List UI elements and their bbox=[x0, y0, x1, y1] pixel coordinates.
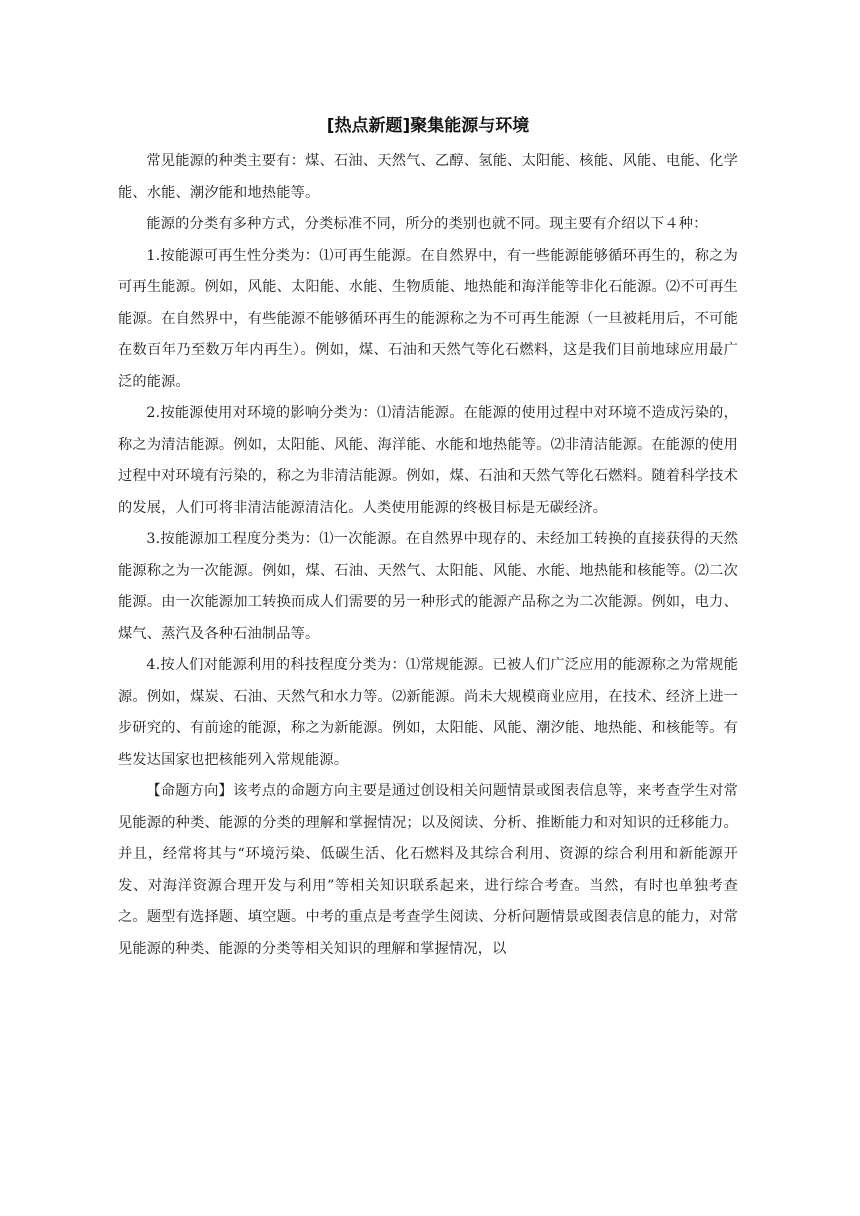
paragraph-energy-types: 常见能源的种类主要有：煤、石油、天然气、乙醇、氢能、太阳能、核能、风能、电能、化学能、水能、潮汐能和地热能等。 bbox=[118, 153, 738, 201]
paragraph-classification-intro: 能源的分类有多种方式，分类标准不同，所分的类别也就不同。现主要有介绍以下４种： bbox=[146, 216, 708, 232]
paragraph-exam-direction: 【命题方向】该考点的命题方向主要是通过创设相关问题情景或图表信息等，来考查学生对常见能源的种类、能源的分类的理解和掌握情况；以及阅读、分析、推断能力和对知识的迁移能力。并且，经常将其与“环境污染、低碳生活、化石燃料及其综合利用、资源的综合利用和新能源开发、对海洋资源合理开发与利用”等相关知识联系起来，进行综合考查。当然，有时也单独考查之。题型有选择题、填空题。中考的重点是考查学生阅读、分析问题情景或图表信息的能力，对常见能源的种类、能源的分类等相关知识的理解和掌握情况，以 bbox=[118, 783, 738, 957]
document-page bbox=[118, 112, 738, 965]
document-title: [热点新题]聚集能源与环境 bbox=[326, 116, 530, 136]
paragraph-renewability: 1.按能源可再生性分类为：⑴可再生能源。在自然界中，有一些能源能够循环再生的，称之为可再生能源。例如，风能、太阳能、水能、生物质能、地热能和海洋能等非化石能源。⑵不可再生能源。在自然界中，有些能源不能够循环再生的能源称之为不可再生能源（一旦被耗用后，不可能在数百年乃至数万年内再生）。例如，煤、石油和天然气等化石燃料，这是我们目前地球应用最广泛的能源。 bbox=[118, 247, 738, 390]
paragraph-technology-level: 4.按人们对能源利用的科技程度分类为：⑴常规能源。已被人们广泛应用的能源称之为常规能源。例如，煤炭、石油、天然气和水力等。⑵新能源。尚未大规模商业应用，在技术、经济上进一步研究的、有前途的能源，称之为新能源。例如，太阳能、风能、潮汐能、地热能、和核能等。有些发达国家也把核能列入常规能源。 bbox=[118, 657, 738, 768]
paragraph-processing-degree: 3.按能源加工程度分类为：⑴一次能源。在自然界中现存的、未经加工转换的直接获得的天然能源称之为一次能源。例如，煤、石油、天然气、太阳能、风能、水能、地热能和核能等。⑵二次能源。由一次能源加工转换而成人们需要的另一种形式的能源产品称之为二次能源。例如，电力、煤气、蒸汽及各种石油制品等。 bbox=[118, 531, 738, 642]
paragraph-environmental-impact: 2.按能源使用对环境的影响分类为：⑴清洁能源。在能源的使用过程中对环境不造成污染的，称之为清洁能源。例如，太阳能、风能、海洋能、水能和地热能等。⑵非清洁能源。在能源的使用过程中对环境有污染的，称之为非清洁能源。例如，煤、石油和天然气等化石燃料。随着科学技术的发展，人们可将非清洁能源清洁化。人类使用能源的终极目标是无碳经济。 bbox=[118, 405, 738, 516]
